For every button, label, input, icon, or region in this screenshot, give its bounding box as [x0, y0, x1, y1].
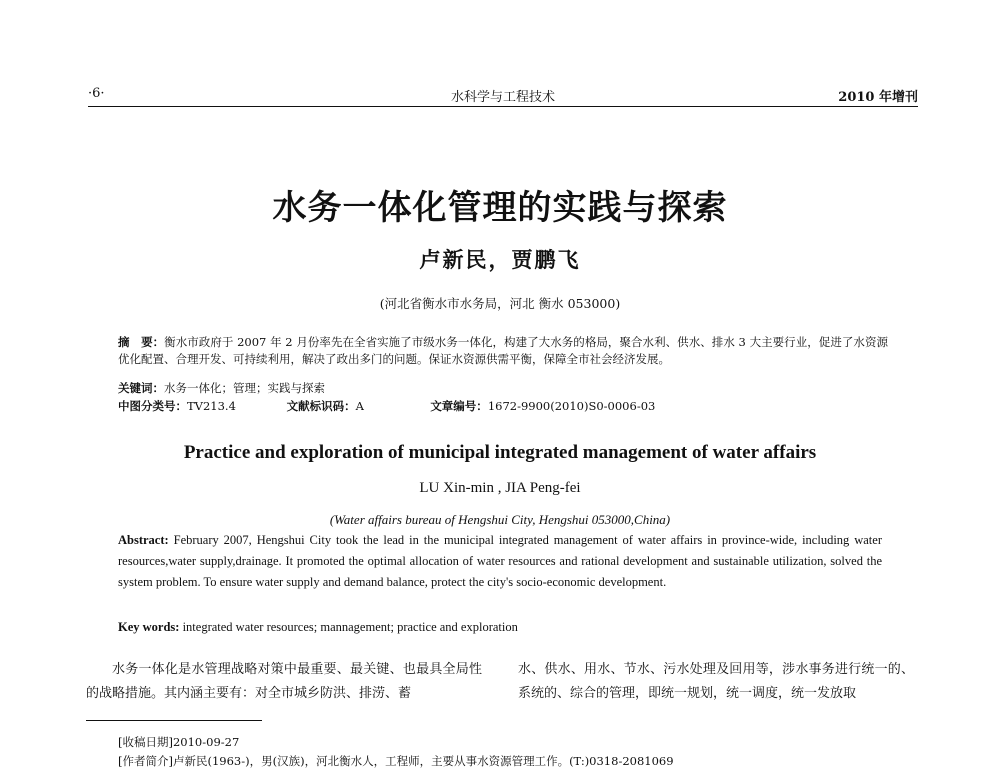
abstract-chinese-text: 衡水市政府于 2007 年 2 月份率先在全省实施了市级水务一体化，构建了大水务的格局，聚合水利、供水、排水 3 大主要行业，促进了水资源优化配置、合理开发、可持续利用，解决了政出多门的问题。保证水资源供需平衡，保障全市社会经济发展。: [118, 335, 889, 366]
footnote-divider: [86, 720, 262, 721]
document-code: 文献标识码：A: [286, 399, 364, 413]
keywords-english: [118, 620, 518, 635]
article-number: 文章编号：1672-9900(2010)S0-0006-03: [430, 399, 656, 413]
title-english: Practice and exploration of municipal integrated management of water affairs: [183, 442, 817, 463]
keywords-english-label: Key words:: [118, 620, 180, 634]
running-header: [88, 84, 918, 107]
classification-line: [118, 398, 888, 414]
author-info: [作者简介]卢新民(1963-)，男(汉族)，河北衡水人，工程师，主要从事水资源管理工作。(T:)0318-2081069: [118, 754, 674, 768]
abstract-english-label: Abstract:: [118, 533, 169, 547]
journal-name: 水科学与工程技术: [450, 90, 555, 105]
abstract-chinese: [118, 334, 888, 368]
issue-label: 2010 年增刊: [838, 90, 918, 105]
body-column-left: 水务一体化是水管理战略对策中最重要、最关键、也最具全局性的战略措施。其内涵主要有：对全市城乡防洪、排涝、蓄: [86, 662, 482, 701]
title-chinese: 水务一体化管理的实践与探索: [272, 188, 728, 228]
keywords-chinese-label: 关键词：: [118, 381, 164, 395]
authors-english: LU Xin-min , JIA Peng-fei: [419, 480, 581, 496]
abstract-english-text: February 2007, Hengshui City took the lead in the municipal integrated management of water affairs in province-wide, including water resources,water supply,drainage. It promoted the optimal allocation of water resources and rational development and sustainable utilization, solved the system problem. To ensure water supply and demand balance, protect the city's socio-economic development.: [118, 533, 882, 589]
received-date: [收稿日期]2010-09-27: [118, 735, 240, 749]
keywords-chinese-text: 水务一体化；管理；实践与探索: [164, 381, 325, 395]
authors-chinese: 卢新民，贾鹏飞: [419, 247, 581, 272]
keywords-chinese: [118, 380, 325, 396]
keywords-english-text: integrated water resources; mannagement; practice and exploration: [179, 620, 518, 634]
abstract-chinese-label: 摘 要：: [118, 335, 165, 349]
page-number: ·6·: [88, 86, 105, 101]
affiliation-english: (Water affairs bureau of Hengshui City, Hengshui 053000,China): [329, 512, 671, 527]
footnote: [118, 733, 918, 771]
affiliation-chinese: (河北省衡水市水务局，河北 衡水 053000): [379, 296, 621, 311]
abstract-english: [118, 530, 882, 593]
clc-number: 中图分类号：TV213.4: [118, 399, 236, 413]
body-column-right: 水、供水、用水、节水、污水处理及回用等，涉水事务进行统一的、系统的、综合的管理，即统一规划，统一调度，统一发放取: [518, 662, 914, 701]
